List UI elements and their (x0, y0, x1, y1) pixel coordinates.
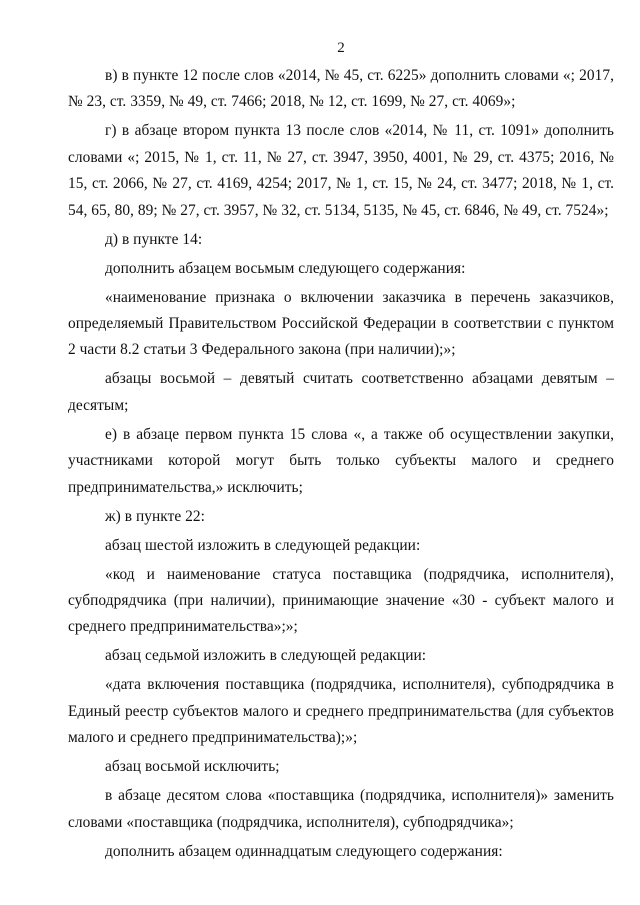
paragraph-abzac-10: в абзаце десятом слова «поставщика (подрядчика, исполнителя)» заменить словами «поставщика (подрядчика, исполнителя), субподрядчика»; (68, 787, 614, 831)
paragraph-abzac-7: абзац седьмой изложить в следующей редакции: (105, 647, 427, 665)
paragraph-e-punkt-15: е) в абзаце первом пункта 15 слова «, а также об осуществлении закупки, участниками которой могут быть только субъекты малого и среднего предпринимательства,» исключить; (68, 425, 614, 496)
paragraph-quote-data: «дата включения поставщика (подрядчика, исполнителя), субподрядчика в Единый реестр субъектов малого и среднего предпринимательства (для субъектов малого и среднего предпринимательства);»; (68, 676, 614, 747)
paragraph-zh-punkt-22: ж) в пункте 22: (105, 507, 205, 525)
paragraph-v-punkt-12: в) в пункте 12 после слов «2014, № 45, ст. 6225» дополнить словами «; 2017, № 23, ст. 3359, № 49, ст. 7466; 2018, № 12, ст. 1699, № 27, ст. 4069»; (68, 67, 614, 111)
paragraph-add-abzac-11: дополнить абзацем одиннадцатым следующего содержания: (105, 842, 503, 860)
paragraph-d-punkt-14: д) в пункте 14: (105, 230, 203, 248)
paragraph-abzacy-renumber: абзацы восьмой – девятый считать соответственно абзацами девятым – десятым; (68, 370, 614, 414)
document-page (68, 38, 614, 868)
paragraph-quote-naimenovanie: «наименование признака о включении заказчика в перечень заказчиков, определяемый Правительством Российской Федерации в соответствии с пунктом 2 части 8.2 статьи 3 Федерального закона (при наличии);»; (68, 288, 614, 359)
paragraph-abzac-8-exclude: абзац восьмой исключить; (105, 758, 280, 776)
paragraph-abzac-6: абзац шестой изложить в следующей редакции: (105, 536, 421, 554)
paragraph-g-punkt-13: г) в абзаце втором пункта 13 после слов «2014, № 11, ст. 1091» дополнить словами «; 2015, № 1, ст. 11, № 27, ст. 3947, 3950, 4001, № 29, ст. 4375; 2016, № 15, ст. 2066, № 27, ст. 4169, 4254; 2017, № 1, ст. 15, № 24, ст. 3477; 2018, № 1, ст. 54, 65, 80, 89; № 27, ст. 3957, № 32, ст. 5134, 5135, № 45, ст. 6846, № 49, ст. 7524»; (68, 122, 614, 219)
page-number: 2 (337, 40, 345, 56)
paragraph-add-abzac-8: дополнить абзацем восьмым следующего содержания: (105, 259, 466, 277)
paragraph-quote-kod: «код и наименование статуса поставщика (подрядчика, исполнителя), субподрядчика (при наличии), принимающие значение «30 - субъект малого и среднего предпринимательства»;»; (68, 565, 614, 636)
